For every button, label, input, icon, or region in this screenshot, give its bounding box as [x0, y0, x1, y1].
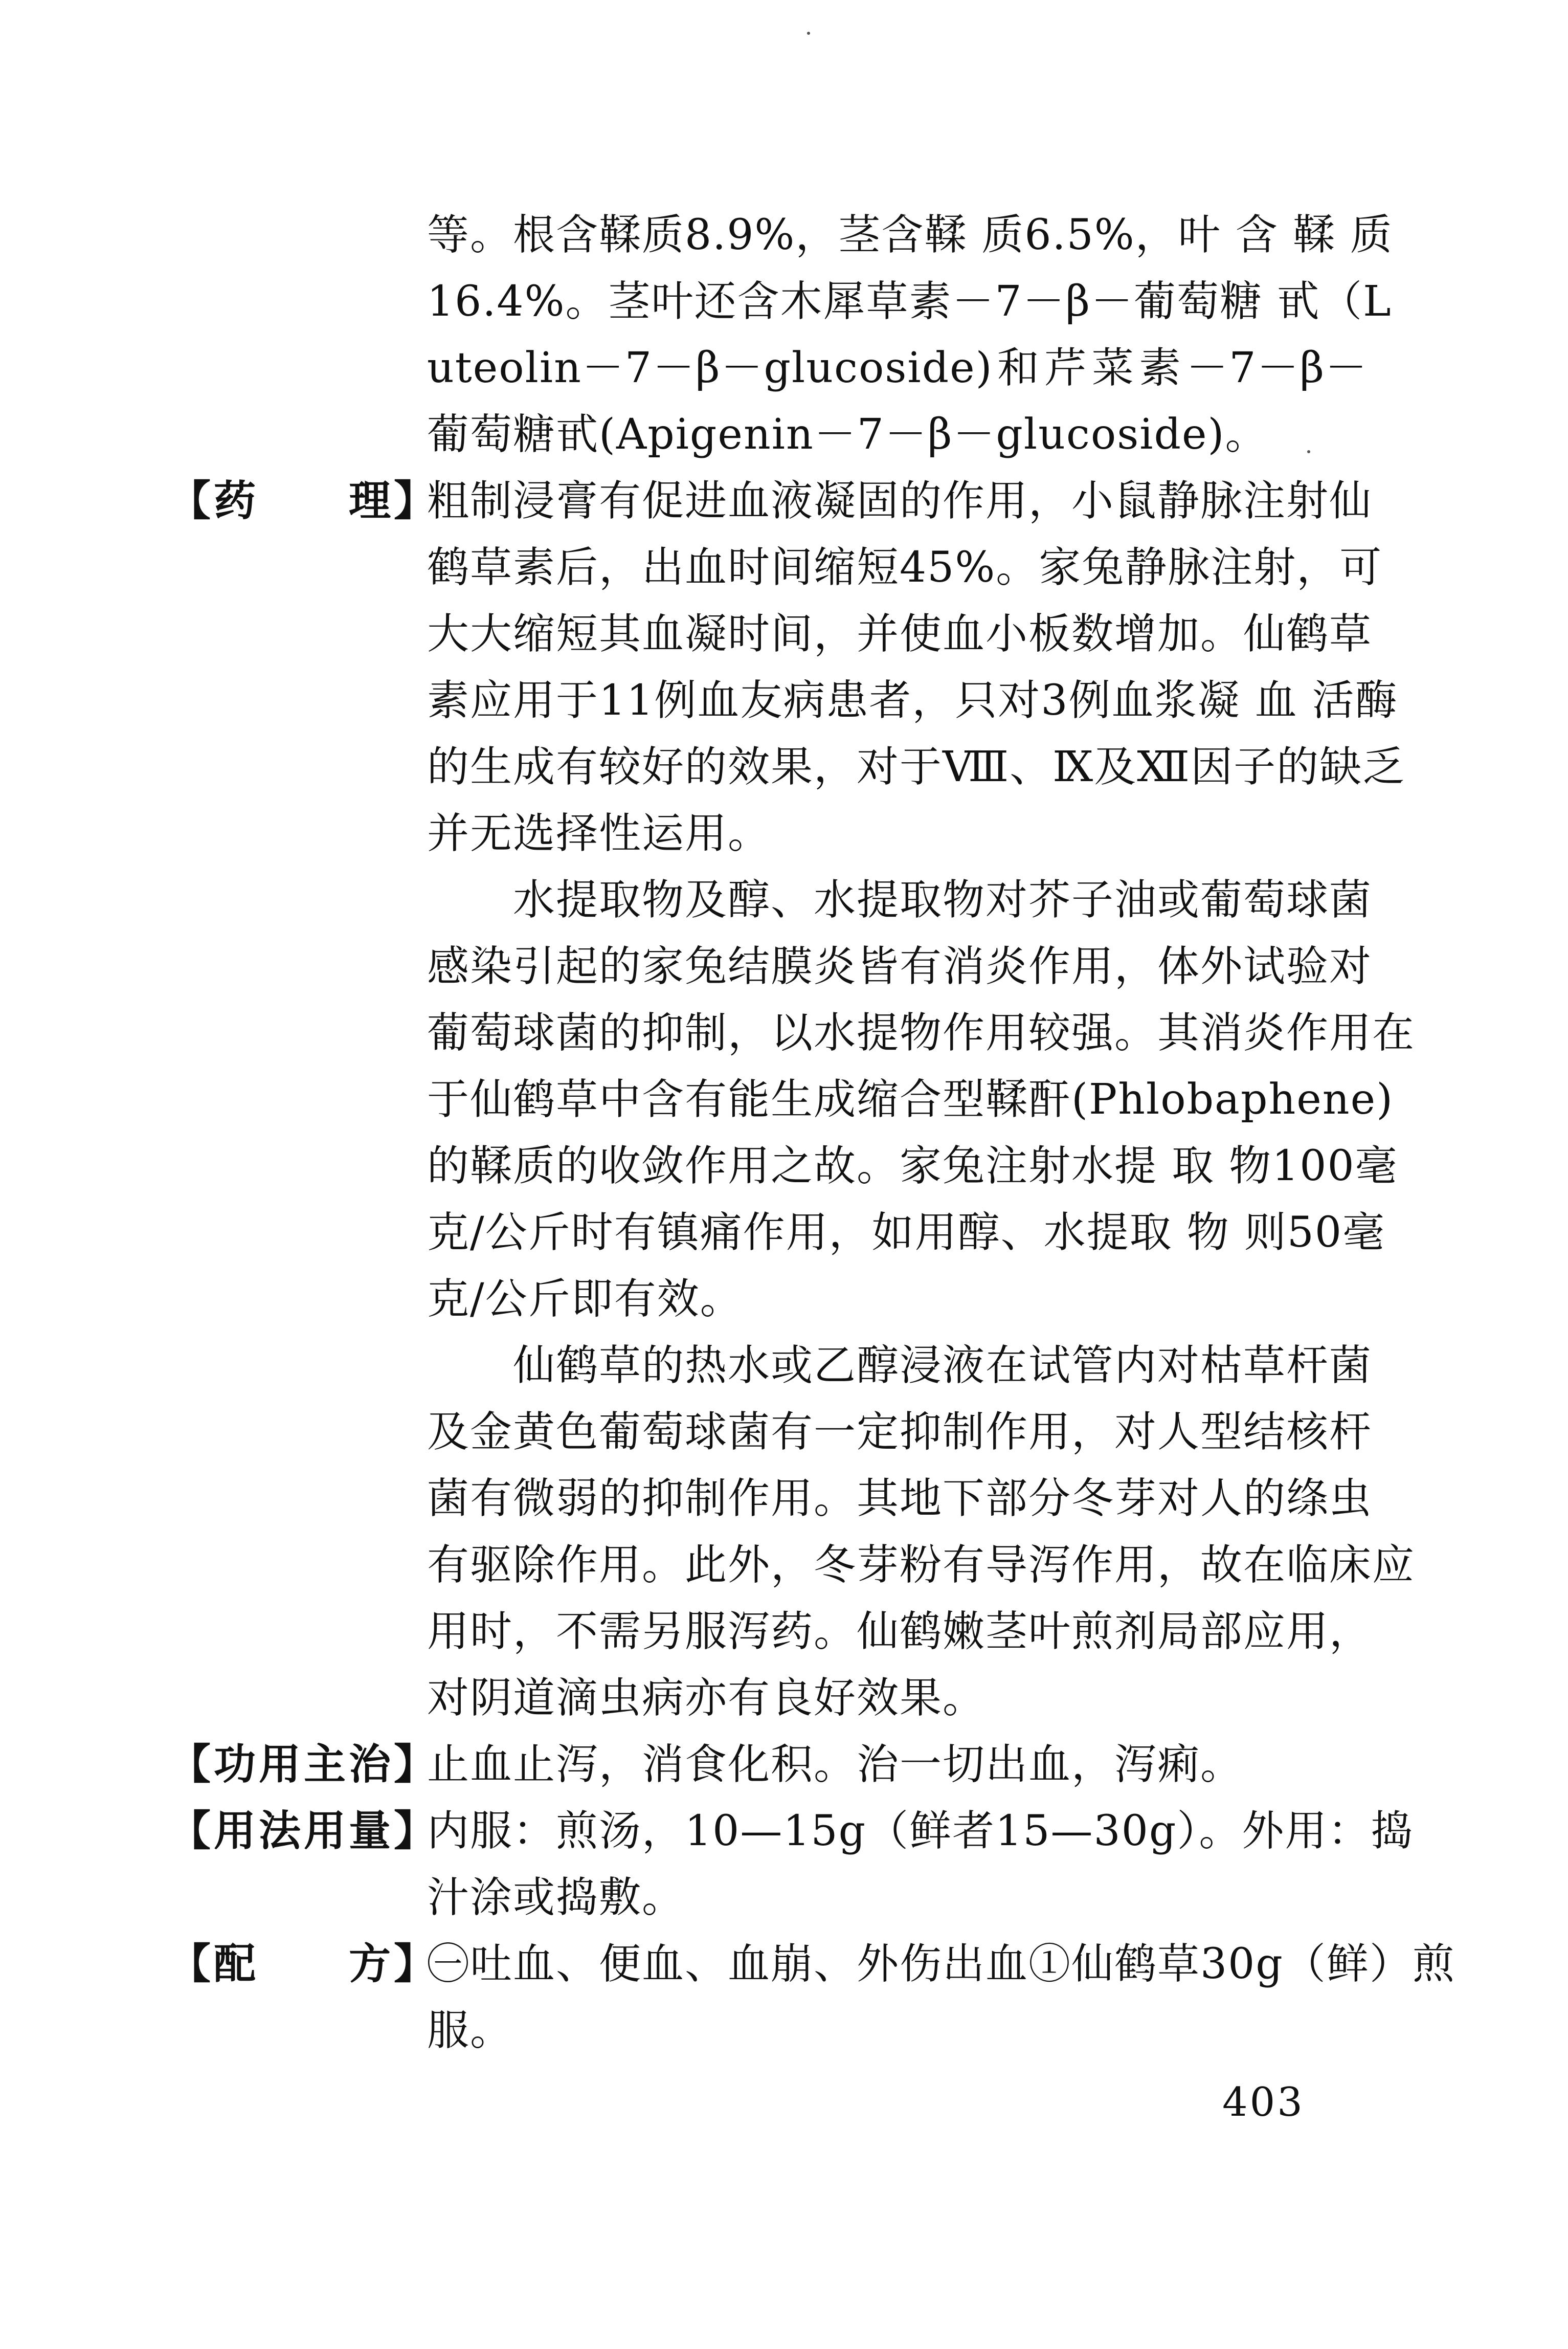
page-number: 403: [1222, 2079, 1305, 2125]
pharmacology-line-17: 有驱除作用。此外，冬芽粉有导泻作用，故在临床应: [427, 1541, 1416, 1589]
pharmacology-line-15: 及金黄色葡萄球菌有一定抑制作用，对人型结核杆: [427, 1408, 1373, 1456]
print-speck: [1307, 450, 1310, 453]
pharmacology-line-19: 对阴道滴虫病亦有良好效果。: [427, 1674, 986, 1722]
dosage-line-2: 汁涂或捣敷。: [427, 1873, 685, 1922]
pharmacology-line-10: 于仙鹤草中含有能生成缩合型鞣酐(Phlobaphene): [427, 1075, 1394, 1124]
indications-line-1: 止血止泻，消食化积。治一切出血，泻痢。: [427, 1740, 1244, 1789]
pharmacology-line-5: 的生成有较好的效果，对于Ⅷ、Ⅸ及Ⅻ因子的缺乏: [427, 743, 1406, 791]
continuation-line-3: uteolin－7－β－glucoside)和芹菜素－7－β－: [427, 344, 1368, 392]
pharmacology-line-2: 鹤草素后，出血时间缩短45%。家兔静脉注射，可: [427, 543, 1383, 592]
pharmacology-line-3: 大大缩短其血凝时间，并使血小板数增加。仙鹤草: [427, 610, 1373, 658]
print-speck: [807, 32, 810, 35]
pharmacology-line-9: 葡萄球菌的抑制，以水提物作用较强。其消炎作用在: [427, 1009, 1416, 1057]
section-label-formula: 【配 方】: [169, 1940, 439, 1988]
pharmacology-line-6: 并无选择性运用。: [427, 809, 771, 858]
pharmacology-line-7: 水提取物及醇、水提取物对芥子油或葡萄球菌: [427, 876, 1373, 924]
pharmacology-line-12: 克/公斤时有镇痛作用，如用醇、水提取 物 则50毫: [427, 1208, 1386, 1257]
section-label-dosage: 【用法用量】: [169, 1807, 439, 1855]
continuation-line-2: 16.4%。茎叶还含木犀草素－7－β－葡萄糖 甙（L: [427, 277, 1392, 326]
pharmacology-line-1: 粗制浸膏有促进血液凝固的作用，小鼠静脉注射仙: [427, 477, 1373, 525]
section-label-indications: 【功用主治】: [169, 1740, 439, 1789]
section-label-pharmacology: 【药 理】: [169, 477, 439, 525]
pharmacology-line-18: 用时，不需另服泻药。仙鹤嫩茎叶煎剂局部应用，: [427, 1607, 1373, 1656]
pharmacology-line-11: 的鞣质的收敛作用之故。家兔注射水提 取 物100毫: [427, 1142, 1398, 1190]
pharmacology-line-13: 克/公斤即有效。: [427, 1275, 743, 1323]
pharmacology-line-14: 仙鹤草的热水或乙醇浸液在试管内对枯草杆菌: [427, 1341, 1373, 1390]
dosage-line-1: 内服：煎汤，10—15g（鲜者15—30g）。外用：捣: [427, 1807, 1414, 1855]
pharmacology-line-4: 素应用于11例血友病患者，只对3例血浆凝 血 活酶: [427, 676, 1398, 725]
formula-line-1: ㊀吐血、便血、血崩、外伤出血①仙鹤草30g（鲜）煎: [427, 1940, 1455, 1988]
pharmacology-line-8: 感染引起的家兔结膜炎皆有消炎作用，体外试验对: [427, 942, 1373, 991]
formula-line-2: 服。: [427, 2006, 513, 2055]
continuation-line-4: 葡萄糖甙(Apigenin－7－β－glucoside)。: [427, 410, 1268, 459]
pharmacology-line-16: 菌有微弱的抑制作用。其地下部分冬芽对人的绦虫: [427, 1474, 1373, 1523]
continuation-line-1: 等。根含鞣质8.9%，茎含鞣 质6.5%，叶 含 鞣 质: [427, 211, 1393, 259]
